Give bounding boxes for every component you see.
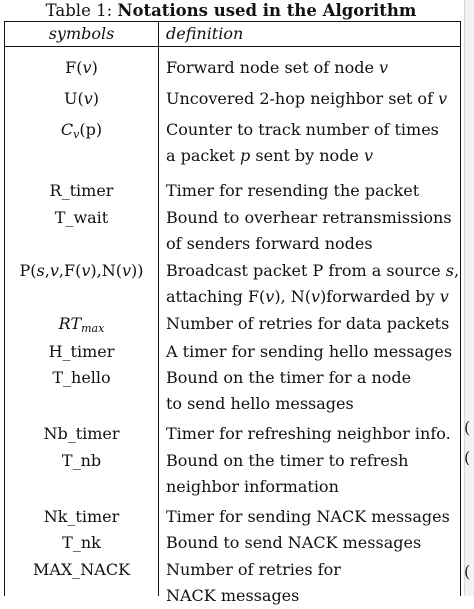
edge-paren: ( bbox=[464, 562, 471, 581]
definition-cell: a packet p sent by node v bbox=[166, 146, 374, 165]
caption-label: Table 1: bbox=[45, 1, 113, 20]
definition-cell: of senders forward nodes bbox=[166, 234, 373, 253]
edge-paren: ( bbox=[464, 418, 471, 437]
definition-cell: Number of retries for data packets bbox=[166, 314, 450, 333]
symbol-cell: $RT_{max}$ bbox=[58, 314, 105, 335]
definition-cell: attaching F(v), N(v)forwarded by v bbox=[166, 287, 449, 306]
symbol-cell: H_timer bbox=[48, 342, 115, 361]
definition-cell: Forward node set of node v bbox=[166, 58, 389, 77]
table-header bbox=[5, 22, 460, 47]
symbol-cell: U(v) bbox=[63, 89, 100, 108]
symbol-cell: T_nb bbox=[61, 451, 102, 470]
symbol-cell: MAX_NACK bbox=[32, 560, 131, 579]
definition-cell: Number of retries for bbox=[166, 560, 341, 579]
header-definition: definition bbox=[166, 24, 244, 43]
symbol-cell: F(v) bbox=[65, 58, 98, 77]
definition-cell: Bound to overhear retransmissions bbox=[166, 208, 452, 227]
definition-cell: NACK messages bbox=[166, 586, 300, 605]
column-divider bbox=[158, 22, 159, 596]
definition-cell: Timer for refreshing neighbor info. bbox=[166, 424, 451, 443]
notation-table bbox=[4, 21, 461, 605]
definition-cell: A timer for sending hello messages bbox=[166, 342, 453, 361]
definition-cell: Broadcast packet P from a source s, bbox=[166, 261, 460, 280]
definition-cell: to send hello messages bbox=[166, 394, 354, 413]
symbol-cell: P(s,v,F(v),N(v)) bbox=[19, 261, 144, 280]
table-caption bbox=[0, 0, 462, 22]
definition-cell: Bound on the timer to refresh bbox=[166, 451, 409, 470]
symbol-cell: T_hello bbox=[52, 368, 111, 387]
symbol-cell: $C_v(p)$ bbox=[60, 120, 103, 141]
adjacent-page-edge bbox=[464, 0, 474, 596]
symbol-cell: R_timer bbox=[49, 181, 114, 200]
definition-cell: Bound to send NACK messages bbox=[166, 533, 422, 552]
symbol-cell: Nk_timer bbox=[43, 507, 120, 526]
header-symbols: symbols bbox=[48, 24, 115, 43]
edge-paren: ( bbox=[464, 448, 471, 467]
definition-cell: Uncovered 2-hop neighbor set of v bbox=[166, 89, 448, 108]
caption-title: Notations used in the Algorithm bbox=[117, 1, 417, 20]
symbol-cell: T_nk bbox=[62, 533, 101, 552]
definition-cell: Bound on the timer for a node bbox=[166, 368, 412, 387]
symbol-cell: T_wait bbox=[54, 208, 109, 227]
definition-cell: Timer for sending NACK messages bbox=[166, 507, 450, 526]
definition-cell: neighbor information bbox=[166, 477, 339, 496]
definition-cell: Counter to track number of times bbox=[166, 120, 439, 139]
symbol-cell: Nb_timer bbox=[43, 424, 120, 443]
definition-cell: Timer for resending the packet bbox=[166, 181, 420, 200]
